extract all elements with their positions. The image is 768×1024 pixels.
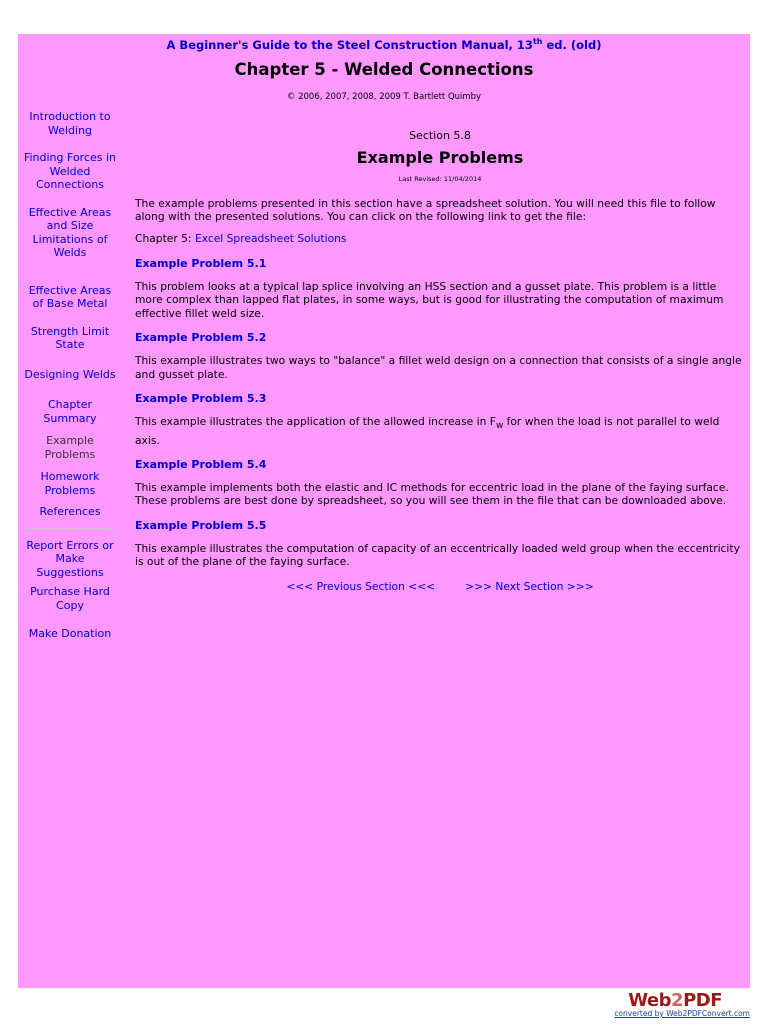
chapter-title: Chapter 5 - Welded Connections <box>234 60 534 79</box>
copyright-icon: © <box>286 92 296 102</box>
file-prefix: Chapter 5: <box>135 232 195 246</box>
example-text-5-3-sub: w <box>495 421 504 432</box>
sidebar-item-example-problems: Example Problems <box>44 434 96 461</box>
section-label: Section 5.8 <box>409 129 471 142</box>
example-heading-5-4[interactable]: Example Problem 5.4 <box>135 457 267 471</box>
sidebar-item-references[interactable]: References <box>39 505 101 518</box>
previous-section-link[interactable]: <<< Previous Section <<< <box>286 579 436 593</box>
section-title: Example Problems <box>356 148 524 168</box>
sidebar-item-strength-limit[interactable]: Strength Limit State <box>30 324 110 351</box>
example-text-5-5: This example illustrates the computation of capacity of an eccentrically loaded weld group when the eccentricity is out of the plane of the faying surface. <box>135 542 740 569</box>
last-revised: Last Revised: 11/04/2014 <box>398 174 482 183</box>
copyright-text: 2006, 2007, 2008, 2009 T. Bartlett Quimby <box>295 92 482 102</box>
sidebar-item-introduction[interactable]: Introduction to Welding <box>29 110 111 137</box>
sidebar-item-chapter-summary[interactable]: Chapter Summary <box>43 398 97 425</box>
sidebar-item-report-errors[interactable]: Report Errors or Make Suggestions <box>26 538 114 579</box>
logo-pdf: PDF <box>683 990 722 1011</box>
sidebar-item-finding-forces[interactable]: Finding Forces in Welded Connections <box>23 151 117 191</box>
main-content <box>135 128 745 593</box>
example-text-5-4: This example implements both the elastic and IC methods for eccentric load in the plane of the faying surface. These problems are best done by spreadsheet, so you will see them in the file that can be downloaded above. <box>135 481 729 508</box>
next-section-link[interactable]: >>> Next Section >>> <box>465 579 594 593</box>
sidebar-item-purchase[interactable]: Purchase Hard Copy <box>30 585 110 612</box>
logo-two: 2 <box>671 990 684 1011</box>
example-text-5-1: This problem looks at a typical lap splice involving an HSS section and a gusset plate. This problem is a little more complex than lapped flat plates, in some ways, but is good for illustrating the computation of maximum effective fillet weld size. <box>135 280 724 320</box>
guide-title-sup: th <box>532 37 543 46</box>
copyright <box>18 92 750 102</box>
sidebar-item-homework[interactable]: Homework Problems <box>40 470 100 497</box>
file-line <box>135 232 745 245</box>
example-text-5-3 <box>135 415 745 447</box>
example-text-5-3-a: This example illustrates the application of the allowed increase in F <box>135 415 496 429</box>
sidebar-item-base-metal[interactable]: Effective Areas of Base Metal <box>28 283 112 310</box>
example-heading-5-2[interactable]: Example Problem 5.2 <box>135 330 267 344</box>
page-panel <box>18 34 750 988</box>
example-heading-5-1[interactable]: Example Problem 5.1 <box>135 256 267 270</box>
web2pdf-logo[interactable] <box>600 990 750 1018</box>
logo-wordmark <box>600 990 722 1011</box>
spreadsheet-link[interactable]: Excel Spreadsheet Solutions <box>194 232 347 246</box>
example-heading-5-3[interactable]: Example Problem 5.3 <box>135 391 267 405</box>
example-text-5-3-b: for when the load is not parallel to weld axis. <box>135 415 720 447</box>
example-text-5-2: This example illustrates two ways to "balance" a fillet weld design on a connection that consists of a single angle and gusset plate. <box>135 354 742 381</box>
guide-title <box>18 37 750 52</box>
guide-title-suffix: ed. (old) <box>542 37 602 52</box>
sidebar-nav <box>22 110 118 655</box>
sidebar-item-donation[interactable]: Make Donation <box>28 627 112 640</box>
guide-title-text: A Beginner's Guide to the Steel Construction Manual, 13 <box>166 37 533 52</box>
logo-caption[interactable]: converted by Web2PDFConvert.com <box>614 1009 750 1018</box>
sidebar-divider <box>26 528 114 529</box>
logo-web: Web <box>628 990 672 1011</box>
section-nav <box>135 580 745 593</box>
sidebar-item-effective-areas[interactable]: Effective Areas and Size Limitations of Welds <box>28 205 112 259</box>
intro-paragraph: The example problems presented in this section have a spreadsheet solution. You will need this file to follow along with the presented solutions. You can click on the following link to get the file: <box>135 196 716 224</box>
sidebar-item-designing-welds[interactable]: Designing Welds <box>24 367 116 381</box>
example-heading-5-5[interactable]: Example Problem 5.5 <box>135 518 267 532</box>
